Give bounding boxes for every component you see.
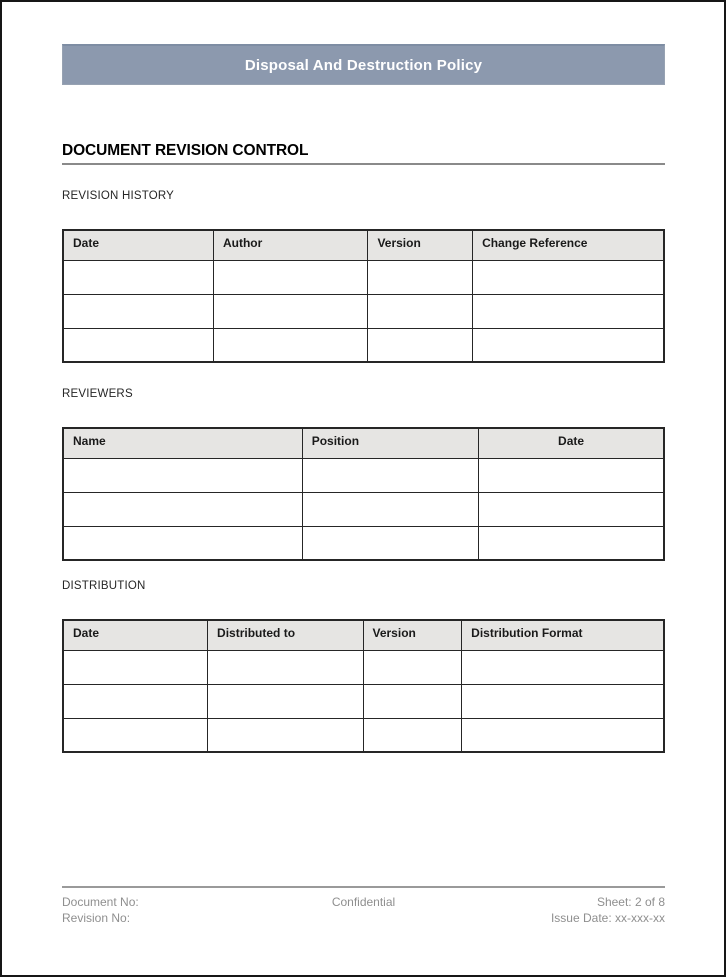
document-title: Disposal And Destruction Policy <box>244 56 483 74</box>
revision-history-table <box>62 229 665 363</box>
footer-confidential: Confidential <box>331 895 396 909</box>
footer-sheet: Sheet: 2 of 8 <box>596 895 665 909</box>
table-cell <box>363 650 462 684</box>
table-row <box>63 526 664 560</box>
table-cell <box>63 526 302 560</box>
table-cell <box>63 458 302 492</box>
table-cell <box>368 294 473 328</box>
table-cell <box>462 650 664 684</box>
table-row <box>63 294 664 328</box>
table-cell <box>302 458 478 492</box>
table-cell <box>302 492 478 526</box>
table-row <box>63 260 664 294</box>
table-row <box>63 328 664 362</box>
table-cell <box>479 526 664 560</box>
column-header-date: Date <box>63 620 208 650</box>
distribution-label: DISTRIBUTION <box>62 580 146 592</box>
table-header-row <box>63 230 664 260</box>
table-header-row <box>63 620 664 650</box>
column-header-change-reference: Change Reference <box>473 230 664 260</box>
revision-history-section <box>62 189 665 363</box>
document-title-bar <box>62 44 665 85</box>
table-row <box>63 684 664 718</box>
table-cell <box>368 328 473 362</box>
footer-issue-date: Issue Date: xx-xxx-xx <box>550 911 665 925</box>
reviewers-table <box>62 427 665 561</box>
column-header-position: Position <box>302 428 478 458</box>
table-cell <box>63 718 208 752</box>
table-cell <box>63 294 213 328</box>
table-cell <box>208 684 363 718</box>
column-header-name: Name <box>63 428 302 458</box>
distribution-table <box>62 619 665 753</box>
table-cell <box>479 492 664 526</box>
column-header-version: Version <box>368 230 473 260</box>
column-header-distribution-format: Distribution Format <box>462 620 664 650</box>
page-footer <box>62 886 665 926</box>
table-cell <box>63 328 213 362</box>
distribution-section <box>62 579 665 753</box>
table-cell <box>63 260 213 294</box>
footer-spacer <box>263 910 464 926</box>
table-cell <box>63 492 302 526</box>
column-header-date: Date <box>63 230 213 260</box>
table-cell <box>473 260 664 294</box>
revision-history-label: REVISION HISTORY <box>62 190 175 202</box>
column-header-date: Date <box>479 428 664 458</box>
table-cell <box>208 718 363 752</box>
table-row <box>63 650 664 684</box>
table-row <box>63 492 664 526</box>
table-cell <box>213 294 367 328</box>
table-cell <box>63 650 208 684</box>
table-cell <box>213 260 367 294</box>
table-row <box>63 718 664 752</box>
table-cell <box>363 684 462 718</box>
table-row <box>63 458 664 492</box>
table-cell <box>208 650 363 684</box>
table-cell <box>462 718 664 752</box>
table-cell <box>479 458 664 492</box>
column-header-version: Version <box>363 620 462 650</box>
reviewers-label: REVIEWERS <box>62 388 133 400</box>
table-cell <box>473 294 664 328</box>
table-cell <box>462 684 664 718</box>
table-cell <box>368 260 473 294</box>
table-cell <box>363 718 462 752</box>
column-header-distributed-to: Distributed to <box>208 620 363 650</box>
table-cell <box>473 328 664 362</box>
page-content <box>62 2 665 753</box>
table-cell <box>302 526 478 560</box>
table-cell <box>213 328 367 362</box>
table-header-row <box>63 428 664 458</box>
column-header-author: Author <box>213 230 367 260</box>
footer-revision-no: Revision No: <box>62 911 131 925</box>
footer-document-no: Document No: <box>62 895 139 909</box>
reviewers-section <box>62 387 665 561</box>
table-cell <box>63 684 208 718</box>
section-heading: DOCUMENT REVISION CONTROL <box>62 141 665 165</box>
